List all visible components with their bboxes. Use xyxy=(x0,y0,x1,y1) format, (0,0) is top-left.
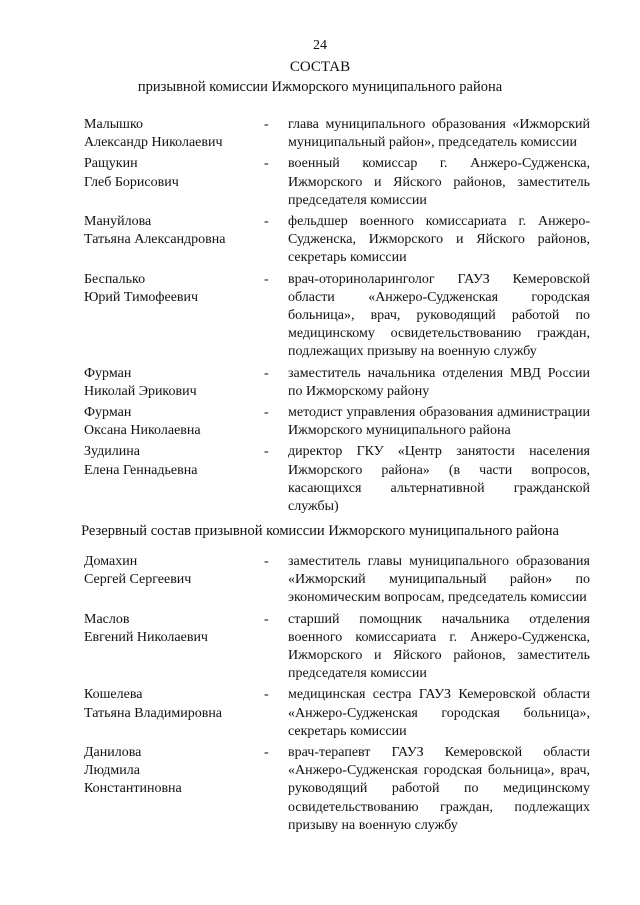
member-name xyxy=(84,213,264,249)
member-name-line: Константиновна xyxy=(84,781,182,797)
member-entry xyxy=(84,404,590,440)
member-dash: - xyxy=(264,271,269,287)
member-name-line: Александр Николаевич xyxy=(84,135,223,151)
member-role: фельдшер военного комиссариата г. Анжеро-Судженска, Ижморского и Яйского районов, секретарь комиссии xyxy=(288,214,590,266)
member-entry xyxy=(84,611,590,684)
member-name xyxy=(84,744,264,799)
member-name-line: Глеб Борисович xyxy=(84,174,179,190)
document-subtitle: призывной комиссии Ижморского муниципального района xyxy=(137,79,503,95)
member-entry xyxy=(84,686,590,741)
member-name xyxy=(84,611,264,647)
member-name-line: Фурман xyxy=(84,365,132,381)
member-name xyxy=(84,686,264,722)
member-entry xyxy=(84,116,590,152)
member-dash: - xyxy=(264,365,269,381)
member-name-line: Кошелева xyxy=(84,687,143,703)
member-name xyxy=(84,443,264,479)
member-dash: - xyxy=(264,405,269,421)
member-name-line: Мануйлова xyxy=(84,214,152,230)
member-name xyxy=(84,404,264,440)
member-dash: - xyxy=(264,745,269,761)
member-entry xyxy=(84,271,590,362)
member-dash: - xyxy=(264,214,269,230)
member-entry xyxy=(84,553,590,608)
member-name-line: Фурман xyxy=(84,405,132,421)
reserve-heading: Резервный состав призывной комиссии Ижморского муниципального района xyxy=(81,523,559,539)
member-dash: - xyxy=(264,117,269,132)
member-name xyxy=(84,155,264,191)
member-dash: - xyxy=(264,611,269,627)
member-role: глава муниципального образования «Ижморский муниципальный район», председатель комиссии xyxy=(288,117,590,151)
member-name xyxy=(84,365,264,401)
member-name-line: Юрий Тимофеевич xyxy=(84,289,199,305)
member-name-line: Людмила xyxy=(84,763,140,779)
member-role: военный комиссар г. Анжеро-Судженска, Ижморского и Яйского районов, заместитель председателя комиссии xyxy=(288,156,590,208)
commission-member-list xyxy=(84,116,590,519)
member-name-line: Оксана Николаевна xyxy=(84,423,201,439)
member-role: заместитель начальника отделения МВД России по Ижморскому району xyxy=(288,365,590,399)
member-name-line: Татьяна Александровна xyxy=(84,232,226,248)
member-dash: - xyxy=(264,156,269,172)
member-name-line: Беспалько xyxy=(84,271,146,287)
member-role: врач-терапевт ГАУЗ Кемеровской области «Анжеро-Судженская городская больница», врач, руководящий работой по медицинскому освидетельствованию граждан, подлежащих призыву на военную службу xyxy=(288,745,590,833)
member-role: врач-оториноларинголог ГАУЗ Кемеровской области «Анжеро-Судженская городская больница», врач, руководящий работой по медицинскому освидетельствованию граждан, подлежащих призыву на военную службу xyxy=(288,271,590,360)
member-dash: - xyxy=(264,444,269,460)
member-name-line: Татьяна Владимировна xyxy=(84,705,223,721)
member-role: директор ГКУ «Центр занятости населения Ижморского района» (в части вопросов, касающихся альтернативной гражданской службы) xyxy=(288,444,590,515)
reserve-member-list xyxy=(84,553,590,838)
member-name xyxy=(84,116,264,152)
member-name-line: Николай Эрикович xyxy=(84,383,197,399)
member-entry xyxy=(84,365,590,401)
member-entry xyxy=(84,744,590,835)
member-name-line: Елена Геннадьевна xyxy=(84,462,198,478)
member-name-line: Маслов xyxy=(84,611,130,627)
member-name-line: Евгений Николаевич xyxy=(84,629,208,645)
member-name xyxy=(84,553,264,589)
member-role: методист управления образования администрации Ижморского муниципального района xyxy=(288,405,590,439)
member-entry xyxy=(84,213,590,268)
member-role: заместитель главы муниципального образования «Ижморский муниципальный район» по экономическим вопросам, председатель комиссии xyxy=(288,554,590,606)
member-name-line: Ращукин xyxy=(84,156,138,172)
page-number: 24 xyxy=(313,38,327,53)
member-entry xyxy=(84,443,590,516)
member-entry xyxy=(84,155,590,210)
member-name-line: Домахин xyxy=(84,554,138,569)
member-dash: - xyxy=(264,687,269,703)
member-role: медицинская сестра ГАУЗ Кемеровской области «Анжеро-Судженская городская больница», секретарь комиссии xyxy=(288,687,590,739)
member-role: старший помощник начальника отделения военного комиссариата г. Анжеро-Судженска, Ижморского и Яйского районов, заместитель председателя комиссии xyxy=(288,611,590,682)
member-name xyxy=(84,271,264,307)
member-name-line: Данилова xyxy=(84,745,142,761)
member-name-line: Сергей Сергеевич xyxy=(84,572,192,588)
document-title: СОСТАВ xyxy=(289,59,351,75)
member-name-line: Малышко xyxy=(84,117,144,132)
member-name-line: Зудилина xyxy=(84,444,140,460)
member-dash: - xyxy=(264,554,269,569)
